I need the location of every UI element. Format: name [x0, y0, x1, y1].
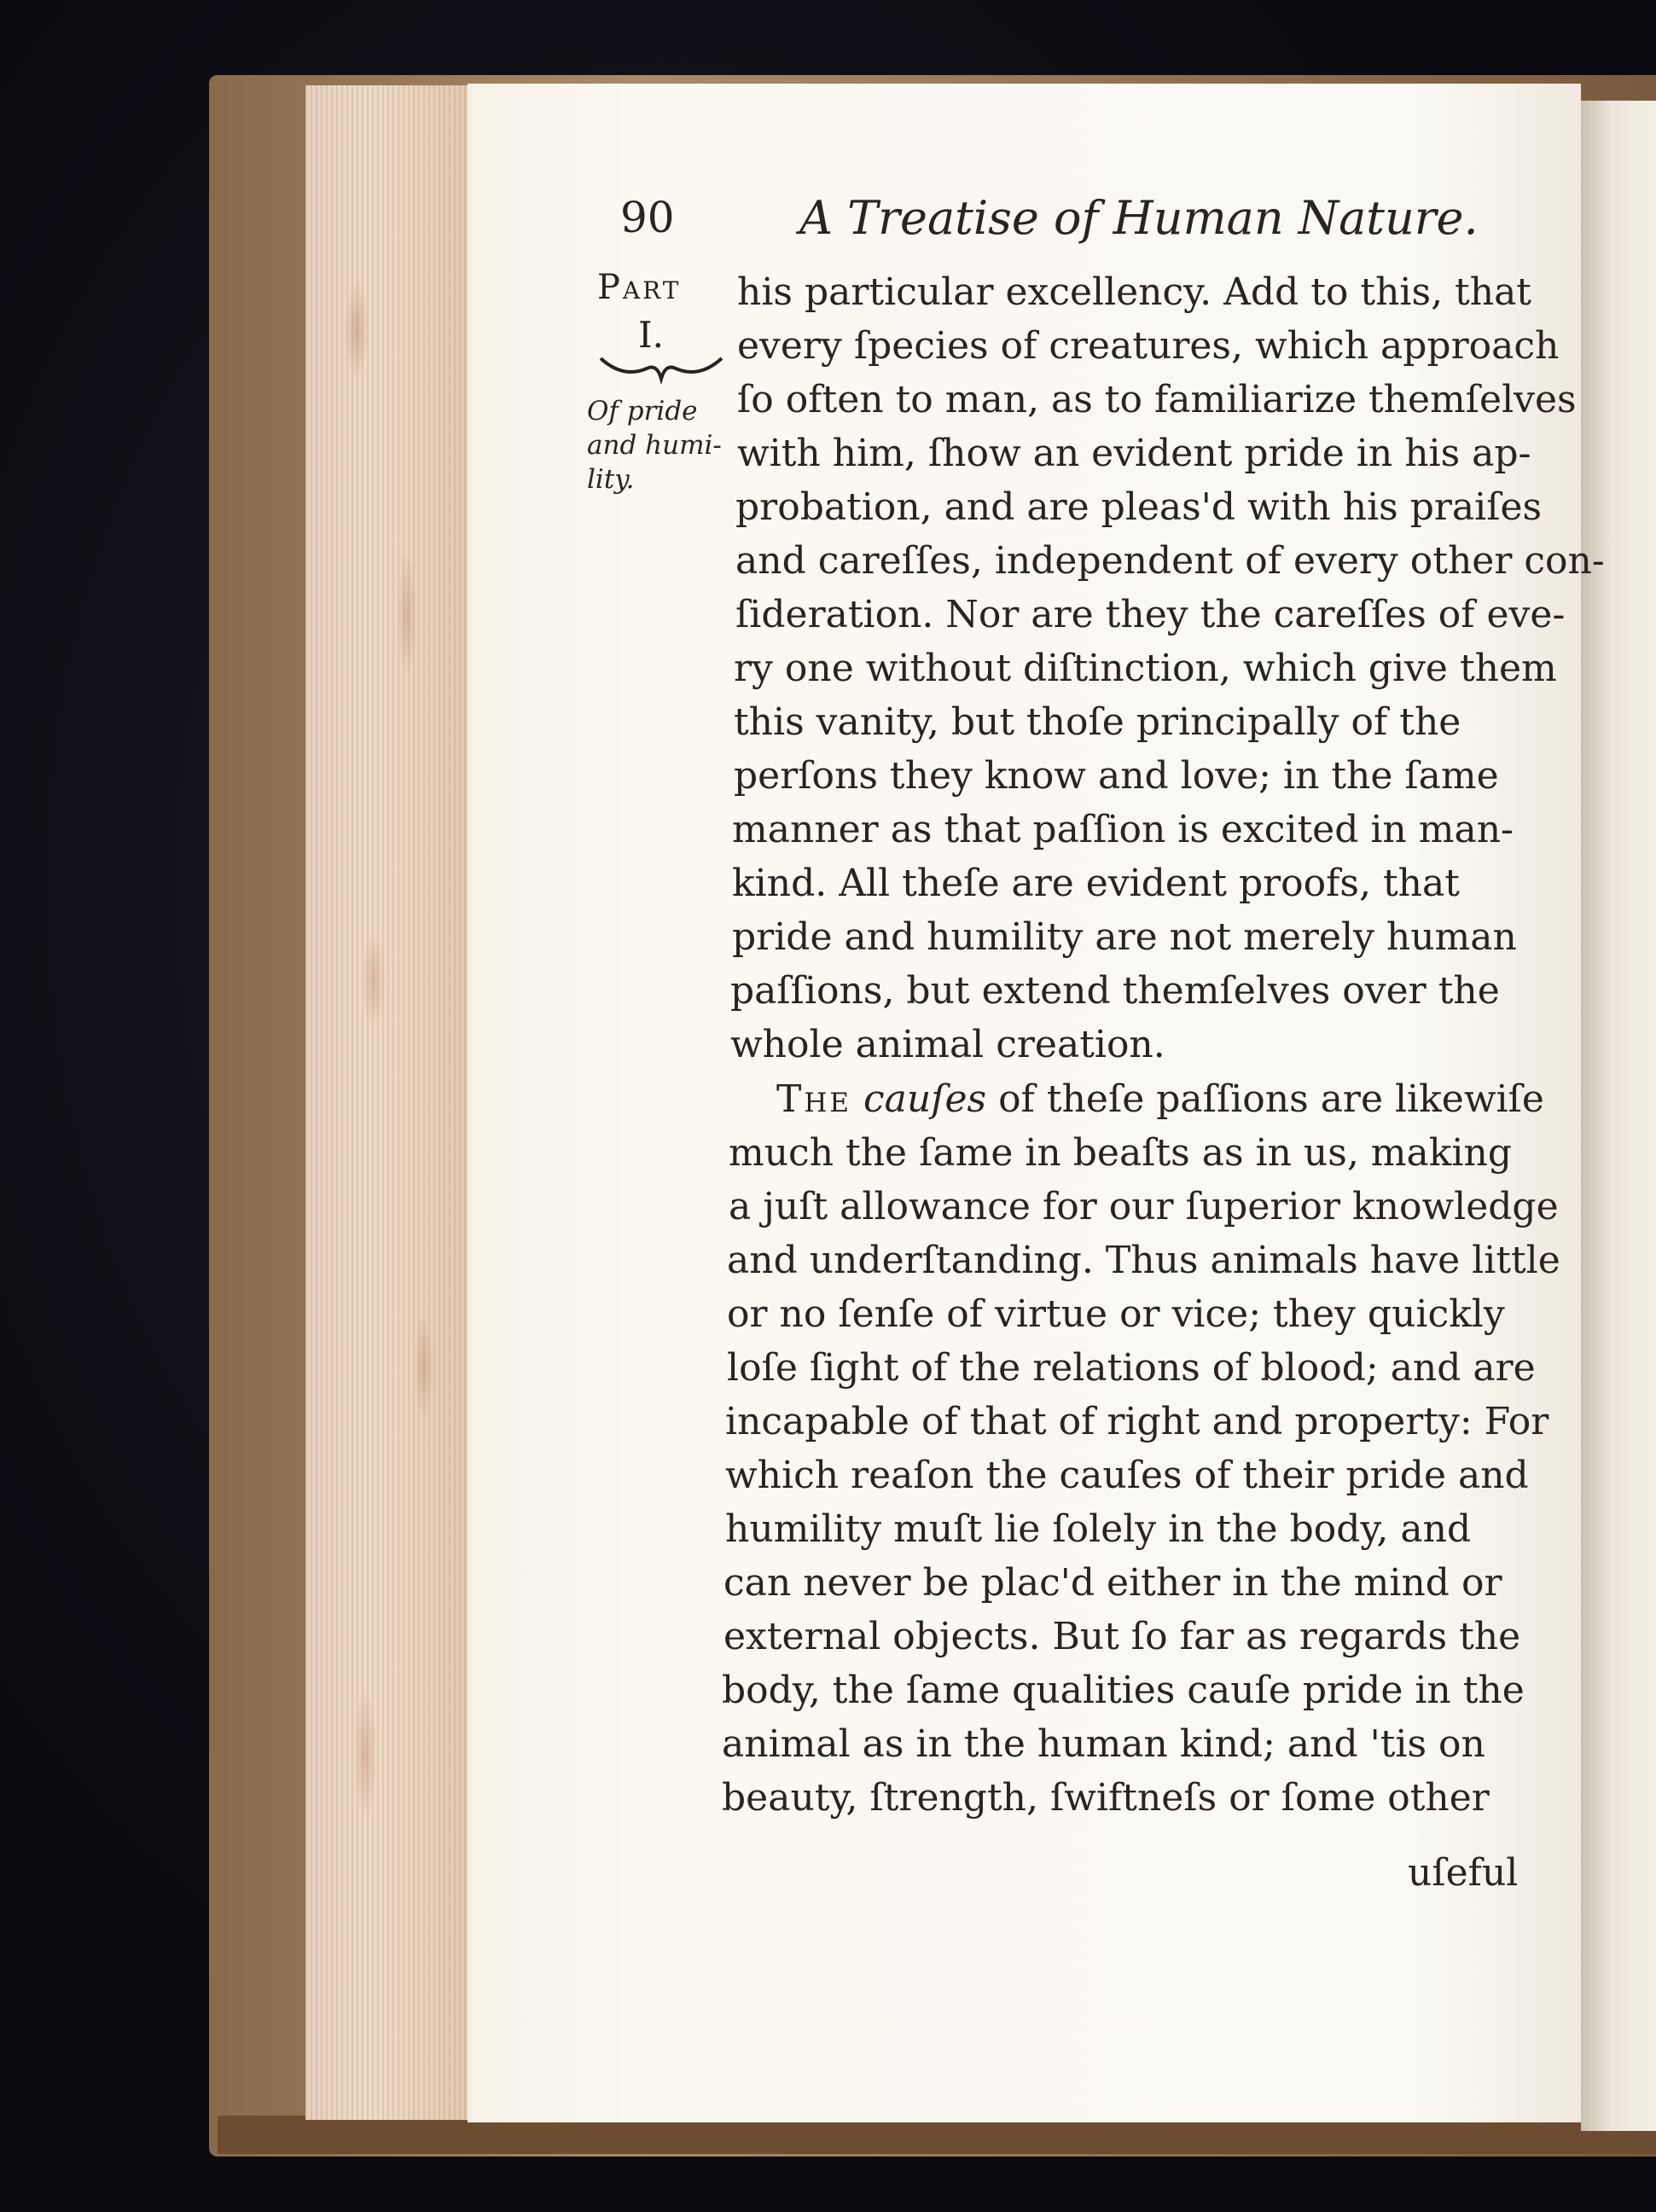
text-line: perſons they know and love; in the ſame — [734, 754, 1499, 798]
marginal-note-line: lity. — [587, 464, 635, 495]
decorative-brace — [597, 350, 725, 384]
text-line: can never be plac'd either in the mind or — [723, 1561, 1502, 1605]
text-line: whole animal creation. — [730, 1023, 1165, 1066]
text-line: every ſpecies of creatures, which approach — [737, 324, 1560, 368]
lead-word: The — [776, 1077, 852, 1121]
first-line-rest: of theſe paſſions are likewiſe — [986, 1077, 1544, 1121]
text-line: much the ſame in beaſts as in us, making — [729, 1131, 1512, 1175]
running-title: A Treatise of Human Nature. — [799, 191, 1479, 245]
text-line: incapable of that of right and property: For — [725, 1400, 1549, 1443]
text-line: or no ſenſe of virtue or vice; they quickly — [727, 1292, 1505, 1336]
text-line: and careſſes, independent of every other con- — [735, 539, 1605, 583]
text-line: ry one without diſtinction, which give them — [734, 647, 1557, 690]
text-line: animal as in the human kind; and 'tis on — [722, 1722, 1485, 1766]
text-line: manner as that paſſion is excited in man- — [732, 808, 1514, 851]
text-line: pride and humility are not merely human — [732, 915, 1517, 959]
text-line: this vanity, but thoſe principally of the — [734, 700, 1461, 744]
text-line: kind. All theſe are evident proofs, that — [732, 862, 1460, 905]
page-header — [620, 188, 1482, 256]
text-line: body, the ſame qualities cauſe pride in the — [722, 1669, 1525, 1712]
marginal-note-line: Of pride — [587, 396, 698, 427]
facing-page-edge — [1581, 101, 1656, 2131]
text-line: a juſt allowance for our ſuperior knowledge — [729, 1185, 1559, 1228]
catchword: uſeful — [1408, 1851, 1519, 1895]
paragraph-first-line — [776, 1077, 1544, 1123]
text-line: ſo often to man, as to familiarize themſelves — [737, 378, 1577, 421]
text-line: humility muſt lie ſolely in the body, and — [725, 1507, 1472, 1551]
text-line: and underſtanding. Thus animals have little — [727, 1239, 1560, 1282]
text-line: paſſions, but extend themſelves over the — [730, 969, 1500, 1013]
text-line: beauty, ſtrength, ſwiftneſs or ſome other — [722, 1776, 1490, 1820]
text-line: his particular excellency. Add to this, that — [737, 270, 1531, 314]
text-line: probation, and are pleas'd with his praiſes — [735, 485, 1543, 529]
text-line: external objects. But ſo far as regards the — [723, 1615, 1521, 1658]
page-number: 90 — [620, 193, 675, 242]
text-line: ſideration. Nor are they the careſſes of eve- — [735, 593, 1566, 636]
text-line: with him, ſhow an evident pride in his ap- — [737, 432, 1531, 475]
part-label: Part — [597, 268, 682, 307]
page-edge-foxing — [307, 85, 474, 2120]
part-number: I. — [638, 314, 664, 356]
text-line: loſe ſight of the relations of blood; and are — [727, 1346, 1536, 1390]
italic-word: cauſes — [863, 1077, 987, 1121]
marginal-note — [587, 394, 741, 496]
text-line: which reaſon the cauſes of their pride and — [725, 1454, 1529, 1497]
marginal-note-line: and humi- — [587, 430, 722, 461]
